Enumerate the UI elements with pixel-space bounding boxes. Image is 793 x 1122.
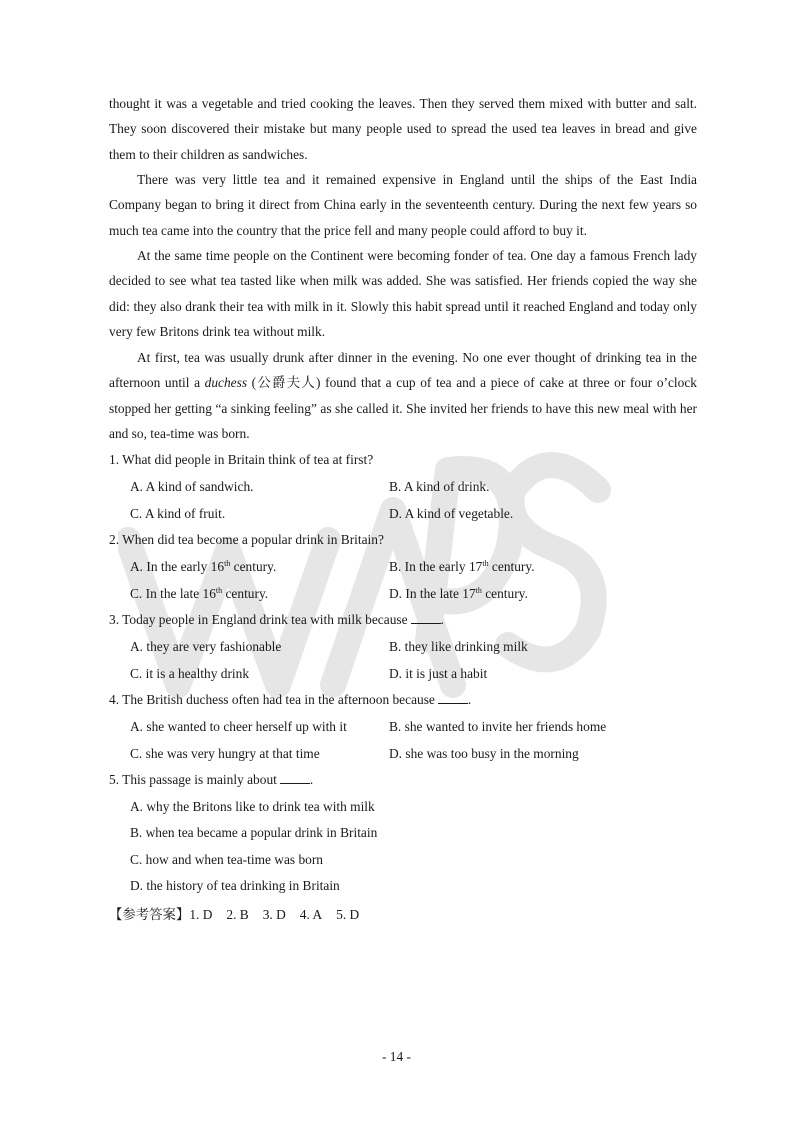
q2-option-d (389, 586, 528, 602)
passage-paragraph-1: thought it was a vegetable and tried cooking the leaves. Then they served them mixed with butter and salt. They soon discovered their mistake but many people used to spread the used tea leaves in bread and give them to their children as sandwiches. (109, 96, 697, 162)
q2-option-a (130, 559, 276, 575)
q2-option-a-sup: th (224, 559, 231, 568)
question-4-end: . (467, 692, 472, 707)
question-3 (109, 612, 444, 628)
q2-option-b-text: B. In the early 17 (389, 559, 483, 574)
q2-option-a-text: A. In the early 16 (130, 559, 225, 574)
q2-option-c-text: C. In the late 16 (130, 586, 216, 601)
paragraph-4-text-end: found that a cup of tea and a piece of cake at three or four o’clock stopped her getting “a sinking feeling” as she called it. She invited her friends to have this new meal with her and so, tea-time was born. (109, 375, 697, 441)
q2-option-c (130, 586, 268, 602)
q2-option-b-sup: th (482, 559, 489, 568)
q2-option-c-sup: th (215, 586, 223, 595)
q2-option-c-end: century. (222, 586, 269, 601)
answer-item: 2. B (226, 907, 249, 922)
q5-option-a: A. why the Britons like to drink tea with milk (130, 799, 375, 814)
question-3-end: . (440, 612, 444, 627)
q4-option-c: C. she was very hungry at that time (130, 746, 320, 761)
answer-item: 3. D (262, 907, 286, 922)
q2-option-d-text: D. In the late 17 (389, 586, 476, 601)
question-5 (109, 772, 313, 788)
answer-blank (411, 613, 441, 624)
q5-option-c: C. how and when tea-time was born (130, 852, 324, 867)
q4-option-a: A. she wanted to cheer herself up with it (130, 719, 347, 734)
paragraph-4-text-start: At first, tea was usually drunk after dinner in the evening. No one ever thought of drinking tea in the afternoon until a (109, 350, 697, 391)
q2-option-d-sup: th (475, 586, 482, 595)
duchess-gloss: (公爵夫人) (247, 375, 321, 391)
q3-option-a: A. they are very fashionable (130, 639, 282, 654)
duchess-term: duchess (204, 375, 248, 391)
answer-blank (438, 693, 468, 704)
q2-option-b (389, 559, 535, 575)
q5-option-b: B. when tea became a popular drink in Britain (130, 825, 378, 840)
page-number: - 14 - (381, 1049, 411, 1064)
question-5-end: . (309, 772, 314, 787)
q4-option-d: D. she was too busy in the morning (389, 746, 579, 761)
q1-option-b: B. A kind of drink. (389, 479, 490, 494)
question-5-text: 5. This passage is mainly about (109, 772, 277, 787)
question-1: 1. What did people in Britain think of tea at first? (109, 452, 374, 467)
q5-option-d: D. the history of tea drinking in Britain (130, 878, 340, 893)
answer-item: 5. D (336, 907, 360, 922)
passage-paragraph-3: At the same time people on the Continent were becoming fonder of tea. One day a famous French lady decided to see what tea tasted like when milk was added. She was satisfied. Her friends copied the way she did: they also drank their tea with milk in it. Slowly this habit spread until it reached England and today only very few Britons drink tea without milk. (109, 248, 697, 339)
q2-option-b-end: century. (488, 559, 535, 574)
answer-item: 1. D (189, 907, 213, 922)
q3-option-d: D. it is just a habit (389, 666, 488, 681)
q3-option-b: B. they like drinking milk (389, 639, 528, 654)
q1-option-c: C. A kind of fruit. (130, 506, 226, 521)
q4-option-b: B. she wanted to invite her friends home (389, 719, 607, 734)
q1-option-d: D. A kind of vegetable. (389, 506, 514, 521)
q1-option-a: A. A kind of sandwich. (130, 479, 254, 494)
passage-paragraph-2: There was very little tea and it remained expensive in England until the ships of the East India Company began to bring it direct from China early in the seventeenth century. During the next few years so much tea came into the country that the price fell and many people could afford to buy it. (109, 172, 697, 238)
passage-paragraph-4 (109, 345, 697, 446)
answer-key-label: 【参考答案】 (109, 907, 190, 922)
q2-option-d-end: century. (481, 586, 528, 601)
question-3-text: 3. Today people in England drink tea with milk because (109, 612, 408, 627)
q3-option-c: C. it is a healthy drink (130, 666, 250, 681)
question-2: 2. When did tea become a popular drink in Britain? (109, 532, 384, 547)
q2-option-a-end: century. (230, 559, 277, 574)
question-4-text: 4. The British duchess often had tea in the afternoon because (109, 692, 435, 707)
question-4 (109, 692, 471, 708)
answer-blank (280, 773, 310, 784)
answer-key (109, 904, 373, 923)
answer-item: 4. A (299, 907, 323, 922)
